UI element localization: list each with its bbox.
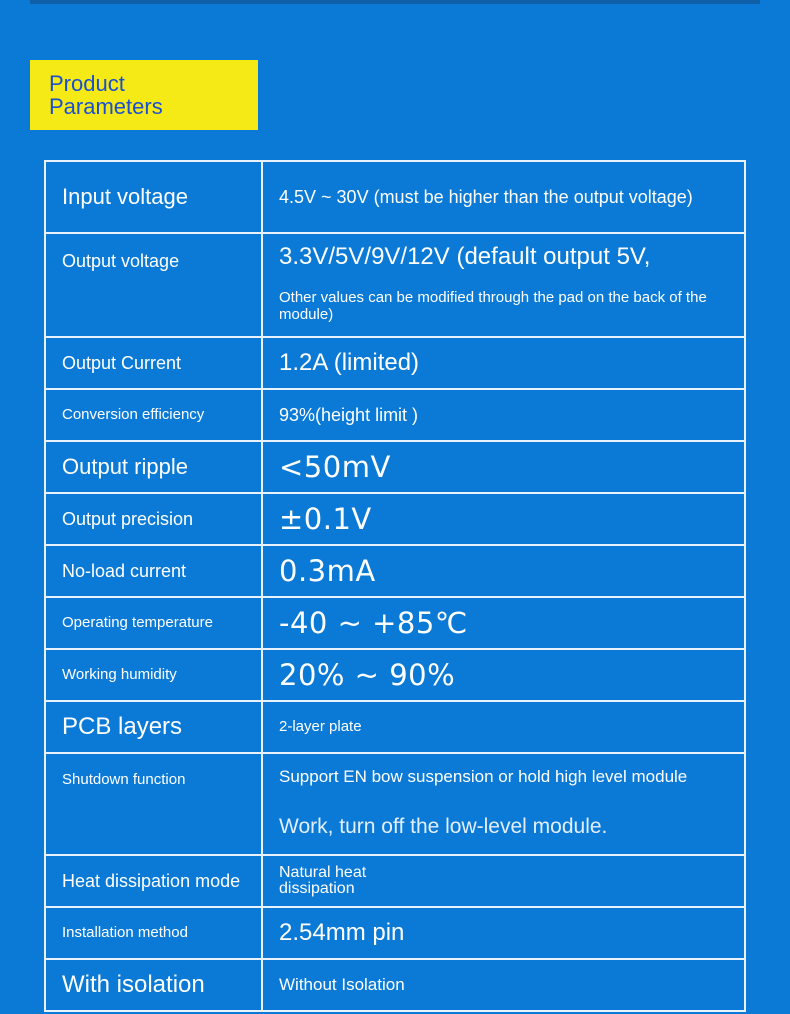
- row-value: Without Isolation: [262, 959, 745, 1011]
- row-value: 20% ~ 90%: [262, 649, 745, 701]
- table-row: [45, 959, 745, 1011]
- row-value: [262, 233, 745, 337]
- table-row: [45, 649, 745, 701]
- row-label: Output ripple: [45, 441, 262, 493]
- row-label: Output precision: [45, 493, 262, 545]
- output-voltage-note: Other values can be modified through the pad on the back of the module): [279, 289, 707, 324]
- table-row: [45, 441, 745, 493]
- parameters-table: [44, 160, 746, 1012]
- row-value: [262, 753, 745, 855]
- row-label: No-load current: [45, 545, 262, 597]
- shutdown-line-1: Support EN bow suspension or hold high level module: [279, 767, 688, 786]
- table-row: [45, 337, 745, 389]
- row-value: 2.54mm pin: [262, 907, 745, 959]
- row-value: -40 ~ +85℃: [262, 597, 745, 649]
- table-row: [45, 161, 745, 233]
- section-title-line-2: Parameters: [49, 94, 163, 119]
- top-band: [30, 0, 760, 4]
- row-value: <50mV: [262, 441, 745, 493]
- output-voltage-main: 3.3V/5V/9V/12V (default output 5V,: [279, 243, 651, 270]
- table-row: [45, 389, 745, 441]
- row-label: Input voltage: [45, 161, 262, 233]
- row-label: Output Current: [45, 337, 262, 389]
- table-row: [45, 233, 745, 337]
- row-value: 93%(height limit ): [262, 389, 745, 441]
- row-label: PCB layers: [45, 701, 262, 753]
- row-value: 0.3mA: [262, 545, 745, 597]
- row-label: Installation method: [45, 907, 262, 959]
- row-label: Operating temperature: [45, 597, 262, 649]
- section-title-box: [30, 60, 258, 130]
- row-value: 4.5V ~ 30V (must be higher than the output voltage): [262, 161, 745, 233]
- row-label: Working humidity: [45, 649, 262, 701]
- row-value: 1.2A (limited): [262, 337, 745, 389]
- table-row: [45, 855, 745, 907]
- row-label: Conversion efficiency: [45, 389, 262, 441]
- row-label: Heat dissipation mode: [45, 855, 262, 907]
- table-row: [45, 597, 745, 649]
- table-row: [45, 701, 745, 753]
- row-value: ±0.1V: [262, 493, 745, 545]
- table-row: [45, 753, 745, 855]
- table-row: [45, 493, 745, 545]
- row-label: Shutdown function: [45, 753, 262, 855]
- row-value: 2-layer plate: [262, 701, 745, 753]
- row-label: With isolation: [45, 959, 262, 1011]
- table-row: [45, 545, 745, 597]
- row-label: Output voltage: [45, 233, 262, 337]
- table-row: [45, 907, 745, 959]
- section-title-line-1: Product: [49, 71, 125, 96]
- shutdown-line-2: Work, turn off the low-level module.: [279, 814, 608, 838]
- row-value: Natural heat dissipation: [262, 855, 745, 907]
